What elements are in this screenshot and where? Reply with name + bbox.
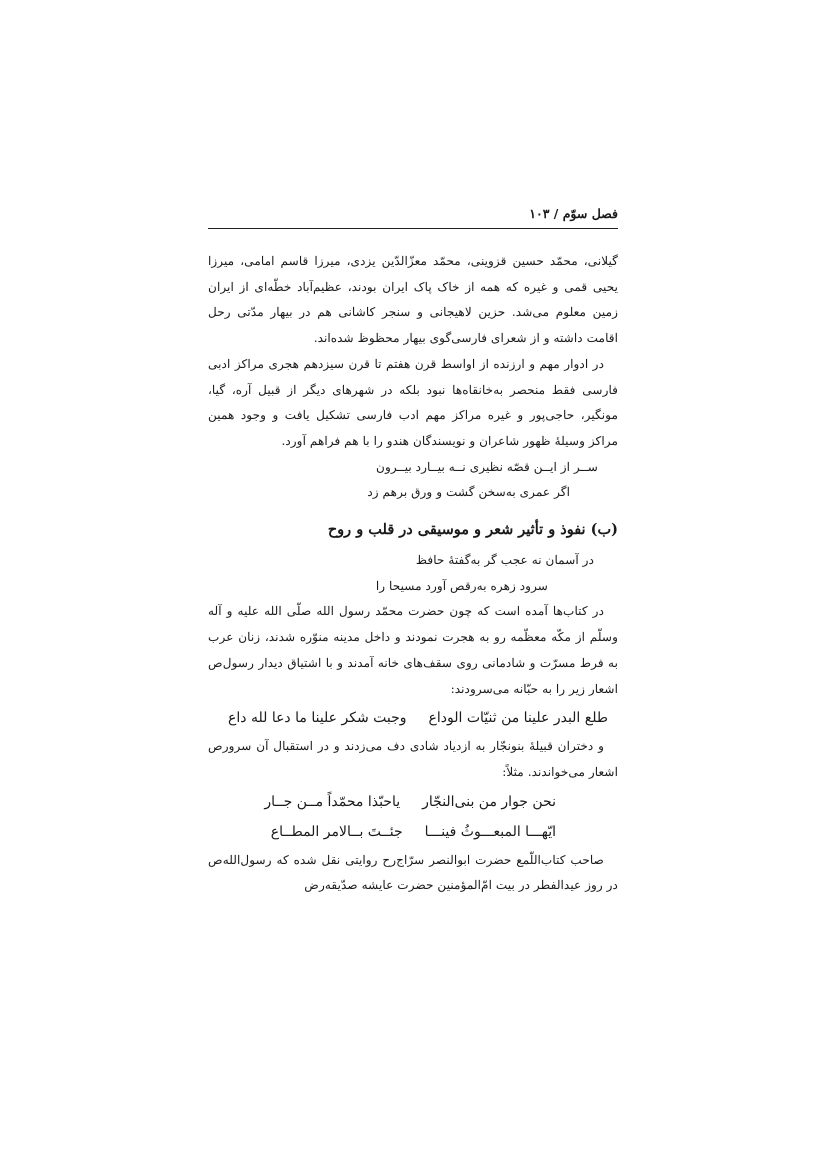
verse-line: سرود زهره به‌رقص آورد مسیحا را — [375, 578, 548, 593]
arabic-hemistich: وجبت شکر علینا ما دعا لله داع — [228, 710, 407, 727]
arabic-verse — [208, 704, 618, 732]
paragraph-4: و دختران قبیلهٔ بنونجّار به ازدیاد شادی دف می‌زدند و در استقبال آن سرورص اشعار می‌خواندند. مثلاً: — [208, 739, 618, 779]
paragraph-3: در کتاب‌ها آمده است که چون حضرت محمّد رسول الله صلّی الله علیه و آله وسلّم از مکّه معظّمه رو به هجرت نمودند و داخل مدینه منوّره شدند، زنان عرب به فرط مسرّت و شادمانی روی سقف‌های خانه آمدند و با اشتیاق دیدار رسول‌ص اشعار زیر را به حبّانه می‌سرودند: — [208, 604, 618, 696]
running-header — [208, 200, 618, 229]
verse-line: ســر از ایــن قصّه نظیری نــه بیــارد بیــرون — [376, 459, 598, 474]
arabic-hemistich: نحن جوار من بنی‌النجّار — [422, 793, 556, 810]
arabic-hemistich: طلع البدر علینا من ثنیّات الوداع — [428, 710, 608, 727]
arabic-hemistich: جئــتَ بــالامر المطــاع — [270, 823, 403, 840]
page-body — [208, 249, 618, 899]
book-page — [208, 200, 618, 899]
section-heading: (ب) نفوذ و تأثیر شعر و موسیقی در قلب و روح — [327, 521, 618, 539]
arabic-verse — [208, 788, 618, 816]
verse-line: اگر عمری به‌سخن گشت و ورق برهم زد — [367, 485, 570, 500]
arabic-hemistich: یاحبّذا محمّداً مــن جــار — [264, 793, 401, 810]
page-title: فصل سوّم / ۱۰۳ — [529, 206, 618, 221]
arabic-hemistich: ایّهـــا المبعـــوثُ فینـــا — [424, 823, 556, 840]
paragraph-2: در ادوار مهم و ارزنده از اواسط قرن هفتم تا قرن سیزدهم هجری مراکز ادبی فارسی فقط منحصر به‌خانقاه‌ها نبود بلکه در شهرهای دیگر از قبیل آره، گیا، مونگیر، حاجی‌پور و غیره مراکز مهم ادب فارسی تشکیل یافت و وجود همین مراکز وسیلهٔ ظهور شاعران و نویسندگان هندو را با هم فراهم آورد. — [208, 356, 618, 448]
paragraph-5: صاحب کتاب‌اللّمع حضرت ابوالنصر سرّاج‌رح روایتی نقل شده که رسول‌الله‌ص در روز عیدالفطر در بیت امّ‌المؤمنین حضرت عایشه صدّیقه‌رض — [208, 852, 618, 893]
verse-line: در آسمان نه عجب گر به‌گفتهٔ حافظ — [415, 553, 594, 568]
paragraph-1: گیلانی، محمّد حسین قزوینی، محمّد معزّالدّین یزدی، میرزا قاسم امامی، میرزا یحیی قمی و غیره که همه از خاک پاک ایران بودند، عظیم‌آباد خطّه‌ای از ایران زمین معلوم می‌شد. حزین لاهیجانی و سنجر کاشانی هم در بیهار مدّتی رحل اقامت داشته و از شعرای فارسی‌گوی بیهار محظوظ شده‌اند. — [208, 254, 618, 346]
arabic-verse — [208, 818, 618, 846]
